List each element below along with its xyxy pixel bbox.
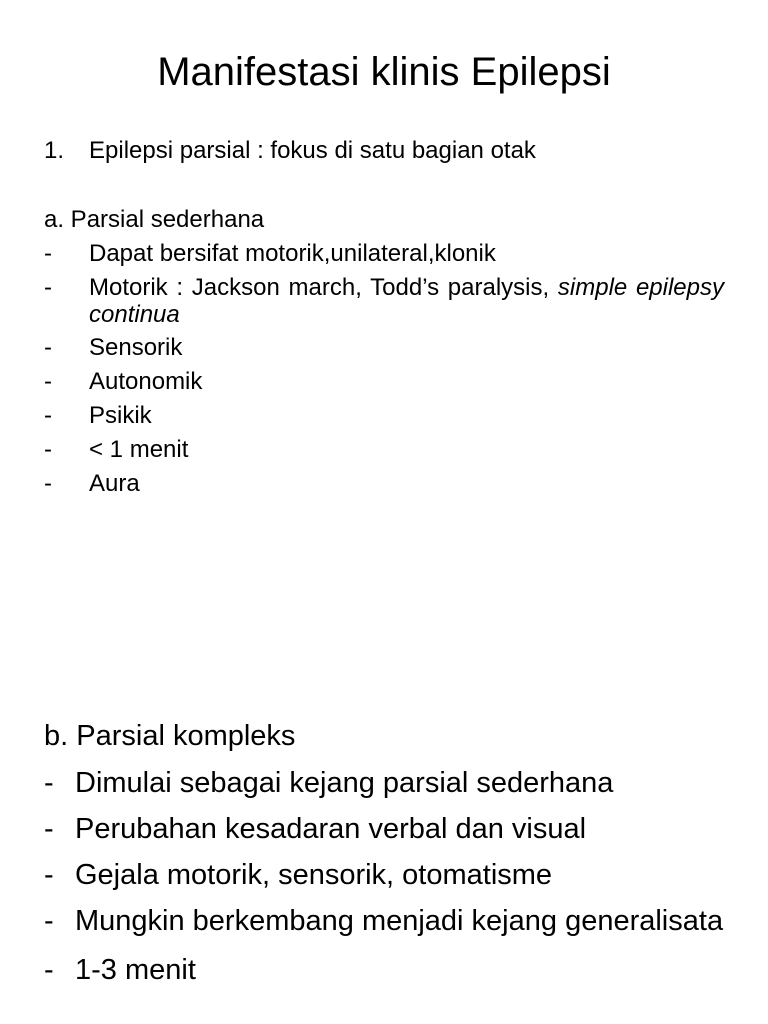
list-item-text: Dapat bersifat motorik,unilateral,klonik xyxy=(89,240,496,267)
list-item xyxy=(44,433,724,467)
slide-title: Manifestasi klinis Epilepsi xyxy=(157,50,611,94)
list-item xyxy=(44,331,724,365)
bullet-dash: - xyxy=(44,240,52,267)
list-item-text: Psikik xyxy=(89,402,152,429)
list-item-text: Gejala motorik, sensorik, otomatisme xyxy=(75,859,553,891)
list-item-text-regular: Motorik : Jackson march, Todd’s paralysis, xyxy=(89,274,550,301)
list-item xyxy=(44,855,724,895)
bullet-dash: - xyxy=(44,905,54,937)
list-item xyxy=(44,271,724,331)
list-item-text xyxy=(89,274,724,328)
section-b xyxy=(44,715,724,990)
section-a-heading: a. Parsial sederhana xyxy=(44,206,265,233)
list-item-text: Dimulai sebagai kejang parsial sederhana xyxy=(75,767,614,799)
bullet-dash: - xyxy=(44,470,52,497)
bullet-dash: - xyxy=(44,859,54,891)
list-number: 1. xyxy=(44,137,65,164)
bullet-dash: - xyxy=(44,813,54,845)
list-item-text-italic: simple epilepsy continua xyxy=(89,274,725,328)
section-b-heading: b. Parsial kompleks xyxy=(44,720,296,752)
section-a xyxy=(44,203,724,501)
list-item xyxy=(44,950,724,990)
list-item-text: Aura xyxy=(89,470,140,497)
bullet-dash: - xyxy=(44,436,52,463)
list-item xyxy=(44,763,724,803)
list-item xyxy=(44,365,724,399)
list-item xyxy=(44,237,724,271)
list-item xyxy=(44,399,724,433)
bullet-dash: - xyxy=(44,402,52,429)
bullet-dash: - xyxy=(44,954,54,986)
numbered-heading xyxy=(44,136,536,166)
bullet-dash: - xyxy=(44,368,52,395)
bullet-dash: - xyxy=(44,334,52,361)
list-item-text: Perubahan kesadaran verbal dan visual xyxy=(75,813,587,845)
list-item xyxy=(44,467,724,501)
numbered-heading-text: Epilepsi parsial : fokus di satu bagian otak xyxy=(89,137,536,164)
list-item xyxy=(44,902,724,940)
list-item-text: 1-3 menit xyxy=(75,954,196,986)
list-item-text: Sensorik xyxy=(89,334,183,361)
bullet-dash: - xyxy=(44,274,52,301)
list-item-text: Autonomik xyxy=(89,368,203,395)
bullet-dash: - xyxy=(44,767,54,799)
list-item-text: < 1 menit xyxy=(89,436,189,463)
list-item-text: Mungkin berkembang menjadi kejang generalisata xyxy=(75,905,724,937)
list-item xyxy=(44,809,724,849)
